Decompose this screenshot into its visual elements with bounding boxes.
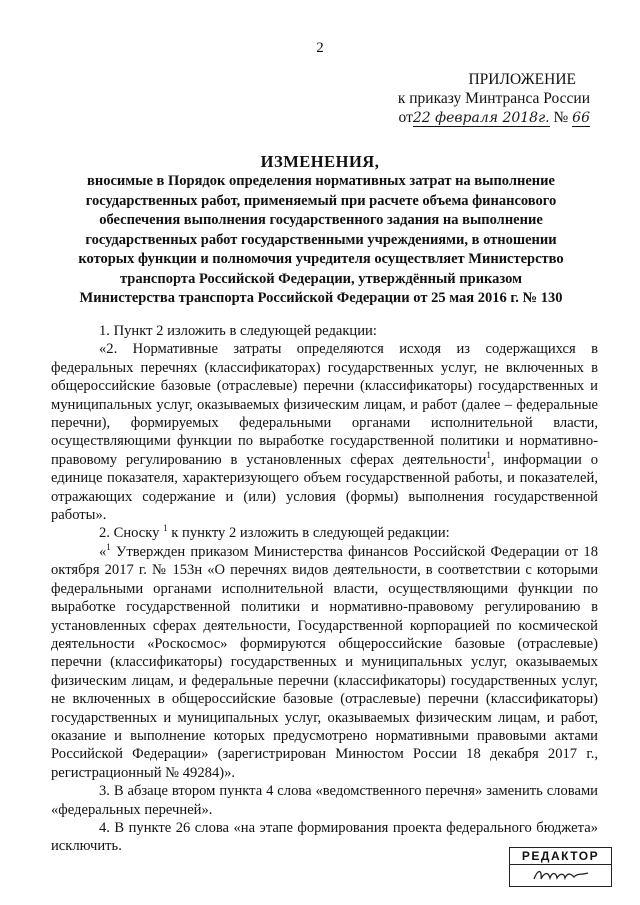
appendix-title: ПРИЛОЖЕНИЕ xyxy=(468,71,576,88)
stamp-title: РЕДАКТОР xyxy=(510,848,611,865)
item-2-text-b: к пункту 2 изложить в следующей редакции: xyxy=(171,525,450,542)
item-4: 4. В пункте 26 слова «на этапе формирования проекта федерального бюджета» исключить. xyxy=(51,819,598,855)
signature-scribble-icon xyxy=(532,867,592,883)
footnote-ref: 1 xyxy=(163,523,168,534)
item-1-quote-text-b: , информации о единице показателя, характеризующего объем государственной работы, и показателей, отражающих содержание и (или) условия (формы) выполнения государственной работы». xyxy=(51,451,598,524)
document-subheading: вносимые в Порядок определения нормативных затрат на выполнение государственных работ, применяемый при расчете объема финансового обеспечения выполнения государственного задания на выполнение государственных работ государственными учреждениями, в отношении которых функции и полномочия учредителя осуществляет Министерство транспорта Российской Федерации, утверждённый приказом Министерства транспорта Российской Федерации от 25 мая 2016 г. № 130 xyxy=(78,173,564,306)
footnote-ref: 1 xyxy=(106,542,111,553)
appendix-block xyxy=(398,70,590,128)
item-2-intro xyxy=(51,524,598,542)
item-2-quote xyxy=(51,543,598,782)
quote-open: « xyxy=(99,543,107,560)
footnote-ref: 1 xyxy=(486,449,491,460)
handwritten-number: 66 xyxy=(572,110,590,126)
editor-stamp xyxy=(509,847,612,887)
document-body xyxy=(51,322,598,856)
appendix-order-ref: к приказу Минтранса России xyxy=(397,90,590,107)
page-number: 2 xyxy=(316,40,324,56)
editor-signature xyxy=(510,865,611,885)
number-prefix: № xyxy=(553,109,569,126)
item-1-quote-text-a: «2. Нормативные затраты определяются исходя из содержащихся в федеральных перечнях (классификаторах) государственных услуг, не включенных в общероссийские базовые (отраслевые) перечни (классификаторы) государственных и муниципальных услуг, оказываемых физическим лицам, и работ (далее – федеральные перечни), формируемых федеральными органами исполнительной власти, осуществляющими функции по выработке государственной политики и нормативно-правовому регулированию в установленных сферах деятельности xyxy=(51,341,598,468)
item-3: 3. В абзаце втором пункта 4 слова «ведомственного перечня» заменить словами «федеральных перечней». xyxy=(51,783,598,818)
item-2-quote-text: Утвержден приказом Министерства финансов Российской Федерации от 18 октября 2017 г. № 153н «О перечнях видов деятельности, в соответствии с которыми федеральными органами исполнительной власти, осуществляющими функции по выработке государственной политики и нормативно-правовому регулированию в установленных сферах деятельности, Государственной корпорацией по космической деятельности «Роскосмос» формируются общероссийские базовые (отраслевые) перечни (классификаторы) государственных и муниципальных услуг, оказываемых физическим лицам, и федеральные перечни (классификаторы) государственных услуг, не включенных в общероссийские базовые (отраслевые) перечни (классификаторы) государственных и муниципальных услуг, оказываемых физическим лицам, и работ, оказание и выполнение которых предусмотрено нормативными правовыми актами Российской Федерации» (зарегистрирован Минюстом России 18 декабря 2017 г., регистрационный № 49284)». xyxy=(51,543,598,781)
item-2-text-a: 2. Сноску xyxy=(99,525,160,542)
document-heading: ИЗМЕНЕНИЯ, xyxy=(260,152,380,171)
item-1-quote xyxy=(51,340,598,524)
date-prefix: от xyxy=(398,109,413,126)
appendix-order-line xyxy=(398,108,590,128)
item-1-intro: 1. Пункт 2 изложить в следующей редакции: xyxy=(99,323,377,339)
handwritten-date: 22 февраля 2018г. xyxy=(412,110,550,126)
